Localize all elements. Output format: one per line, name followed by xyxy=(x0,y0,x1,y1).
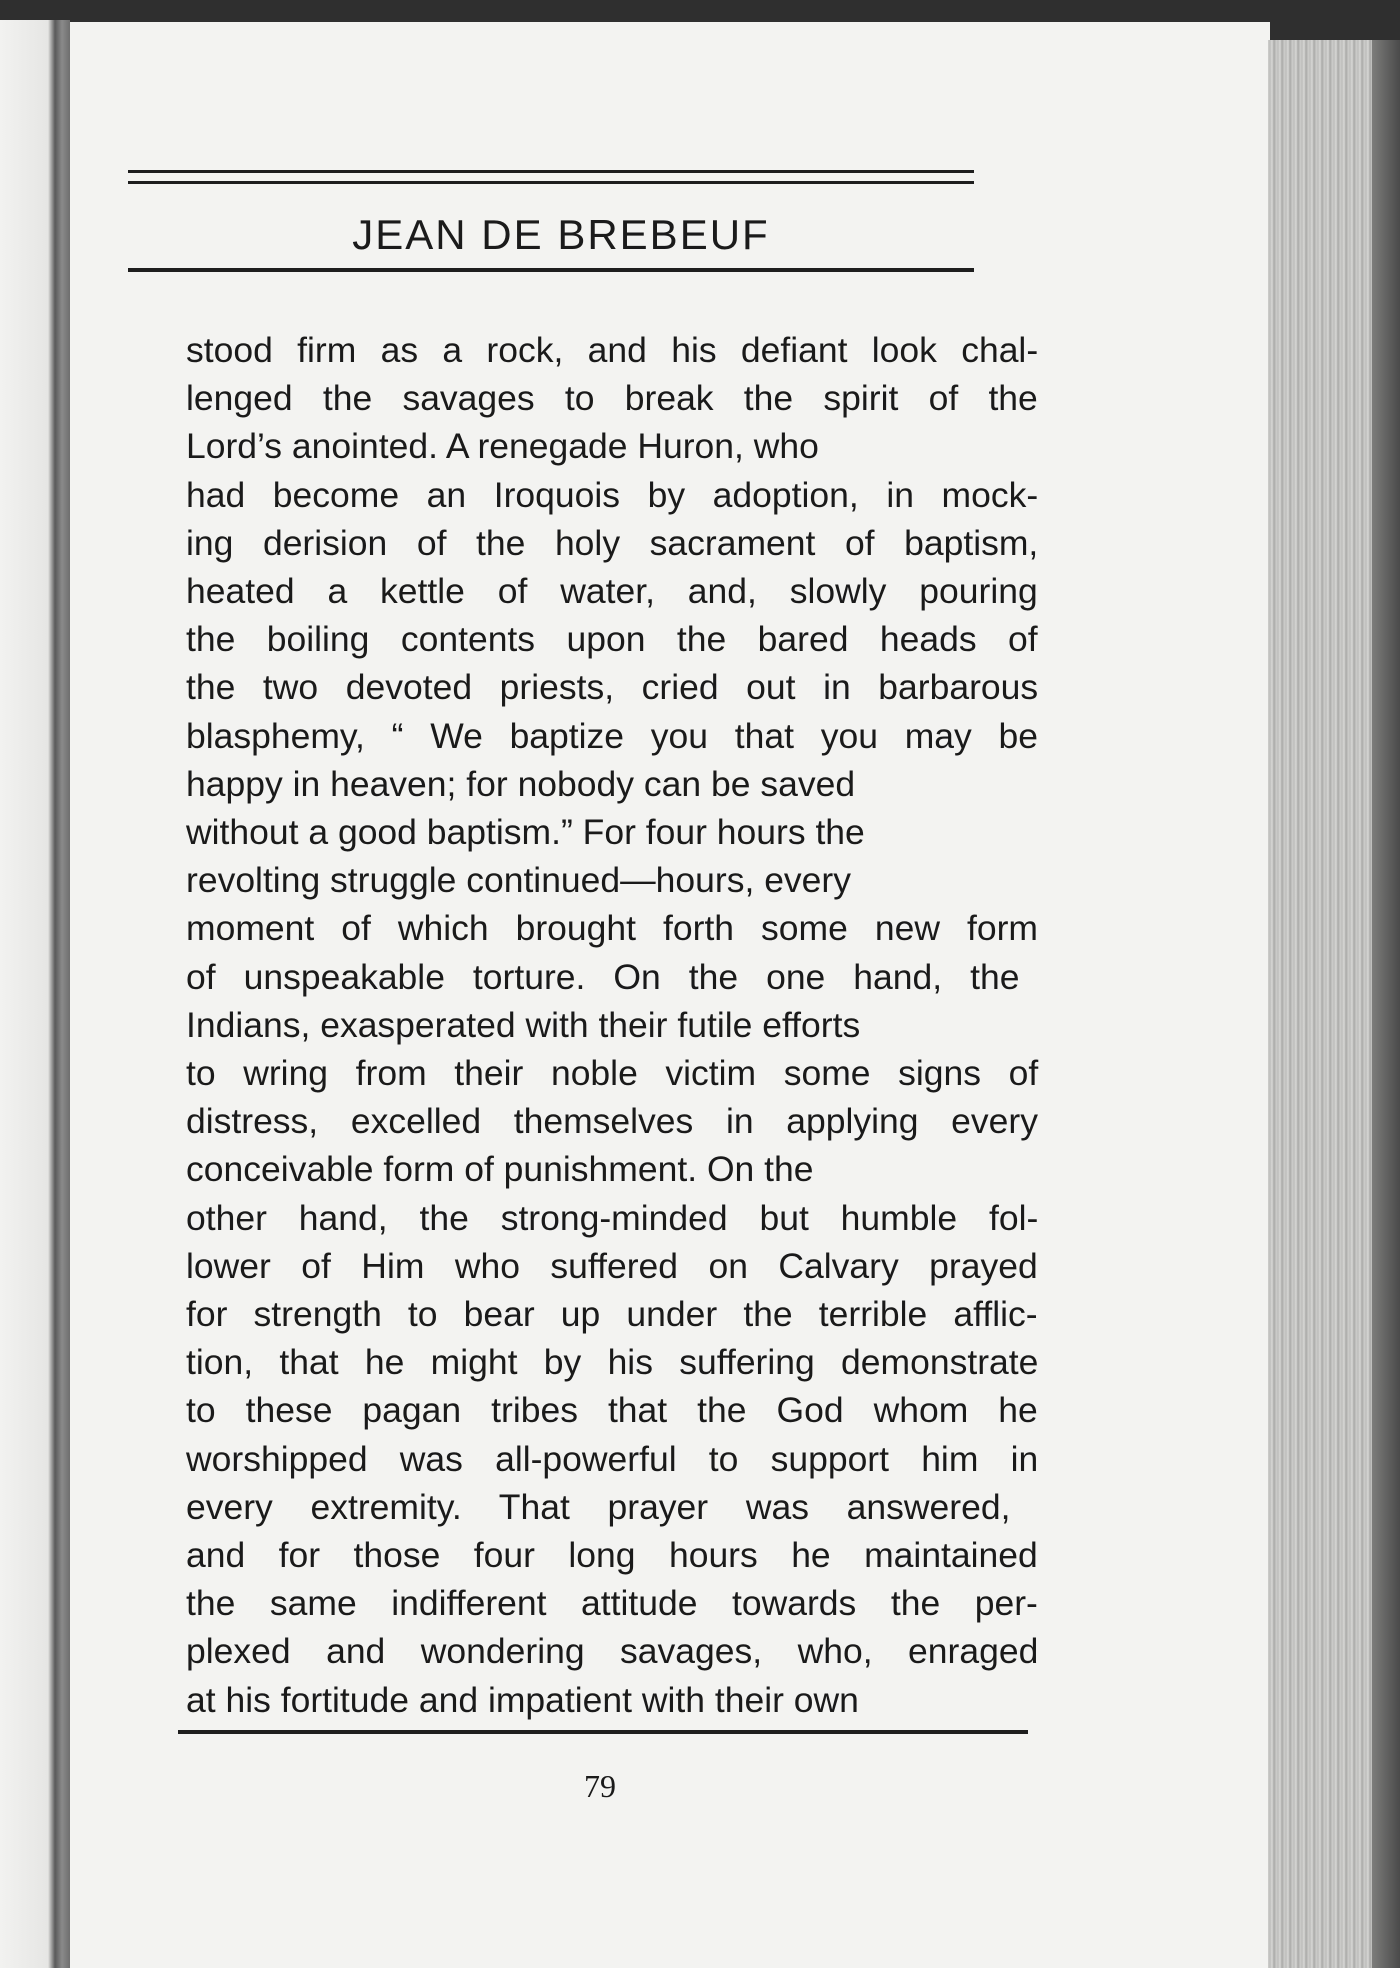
text-line: for strength to bear up under the terrible afflic- xyxy=(186,1294,1038,1335)
text-line: to wring from their noble victim some signs of xyxy=(186,1053,1039,1094)
text-line: plexed and wondering savages, who, enraged xyxy=(186,1631,1039,1672)
text-line: heated a kettle of water, and, slowly pouring xyxy=(186,571,1038,612)
text-line: Indians, exasperated with their futile efforts xyxy=(186,1004,861,1045)
text-line: ing derision of the holy sacrament of baptism, xyxy=(186,522,1039,563)
text-line: Lord’s anointed. A renegade Huron, who xyxy=(186,426,819,467)
page-header xyxy=(128,170,974,272)
text-line: every extremity. That prayer was answered, xyxy=(186,1486,1011,1527)
text-line: worshipped was all-powerful to support him in xyxy=(186,1438,1039,1479)
text-line: the same indifferent attitude towards the per- xyxy=(186,1583,1038,1624)
text-line: without a good baptism.” For four hours the xyxy=(186,812,865,853)
text-line: other hand, the strong-minded but humble fol- xyxy=(186,1197,1039,1238)
page-number: 79 xyxy=(584,1768,616,1804)
body-text xyxy=(186,326,1038,1724)
text-line: at his fortitude and impatient with their own xyxy=(186,1679,859,1720)
page-stack-edge xyxy=(1268,40,1400,1968)
text-line: revolting struggle continued—hours, every xyxy=(186,860,852,901)
footer-rule xyxy=(178,1730,1028,1734)
text-line: stood firm as a rock, and his defiant look chal- xyxy=(186,330,1039,370)
text-line: distress, excelled themselves in applying every xyxy=(186,1101,1038,1142)
header-double-rule xyxy=(128,170,974,184)
text-line: lenged the savages to break the spirit of the xyxy=(186,378,1038,419)
header-rule xyxy=(128,268,974,272)
text-line: happy in heaven; for nobody can be saved xyxy=(186,763,856,804)
text-line: to these pagan tribes that the God whom he xyxy=(186,1390,1038,1431)
running-head: JEAN DE BREBEUF xyxy=(352,211,770,258)
text-line: lower of Him who suffered on Calvary prayed xyxy=(186,1245,1038,1286)
text-line: blasphemy, “ We baptize you that you may be xyxy=(186,715,1038,756)
text-line: tion, that he might by his suffering demonstrate xyxy=(186,1342,1039,1383)
text-line: had become an Iroquois by adoption, in mock- xyxy=(186,474,1039,515)
text-line: of unspeakable torture. On the one hand, the xyxy=(186,956,1020,997)
text-line: the boiling contents upon the bared heads of xyxy=(186,619,1038,660)
text-line: conceivable form of punishment. On the xyxy=(186,1149,814,1190)
left-page-edge xyxy=(0,20,70,1968)
text-line: the two devoted priests, cried out in barbarous xyxy=(186,667,1039,708)
text-line: moment of which brought forth some new form xyxy=(186,908,1038,949)
text-line: and for those four long hours he maintained xyxy=(186,1535,1038,1576)
